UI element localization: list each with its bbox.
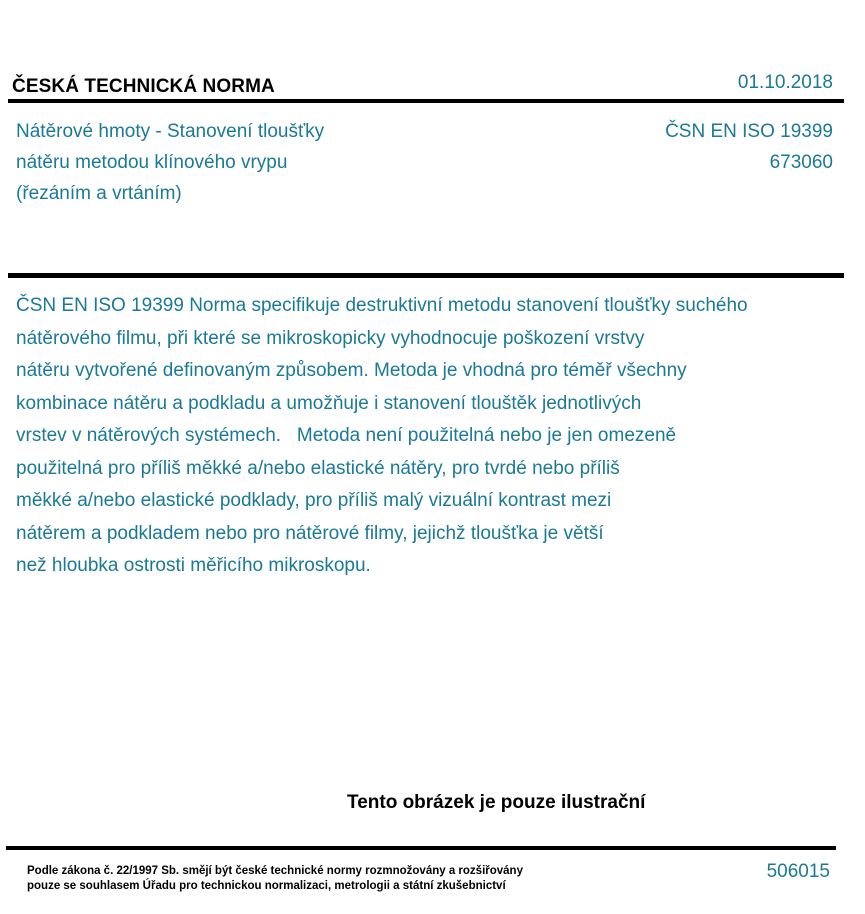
subject-line: (řezáním a vrtáním) [16,183,182,204]
abstract-line: ČSN EN ISO 19399 Norma specifikuje destruktivní metodu stanovení tloušťky suchého [16,295,748,316]
legal-line: pouze se souhlasem Úřadu pro technickou normalizaci, metrologii a státní zkušebnictví [27,880,506,892]
bottom-divider [6,846,836,850]
illustration-note: Tento obrázek je pouze ilustrační [347,792,646,813]
standard-number: ČSN EN ISO 19399 [665,121,833,142]
abstract-line: nátěru vytvořené definovaným způsobem. Metoda je vhodná pro téměř všechny [16,360,687,381]
legal-line: Podle zákona č. 22/1997 Sb. smějí být české technické normy rozmnožovány a rozšiřovány [27,865,523,877]
abstract-line: použitelná pro příliš měkké a/nebo elastické nátěry, pro tvrdé nebo příliš [16,457,620,479]
abstract-line: než hloubka ostrosti měřicího mikroskopu. [16,555,371,576]
legal-notice [27,864,523,894]
standard-subject [16,116,324,209]
abstract-text [16,290,748,583]
document-type-title: ČESKÁ TECHNICKÁ NORMA [12,76,275,97]
middle-divider [8,273,844,278]
abstract-line: měkké a/nebo elastické podklady, pro příliš malý vizuální kontrast mezi [16,490,612,511]
abstract-line: nátěrového filmu, při které se mikroskopicky vyhodnocuje poškození vrstvy [16,327,645,349]
standard-identifiers [665,116,833,178]
top-divider [8,99,844,103]
abstract-line: vrstev v nátěrových systémech. Metoda není použitelná nebo je jen omezeně [16,425,677,446]
classification-code: 673060 [769,152,833,173]
abstract-line: kombinace nátěru a podkladu a umožňuje i stanovení tlouštěk jednotlivých [16,392,642,414]
subject-line: Nátěrové hmoty - Stanovení tloušťky [16,121,325,142]
issue-date: 01.10.2018 [737,72,833,93]
abstract-line: nátěrem a podkladem nebo pro nátěrové filmy, jejichž tloušťka je větší [16,522,604,544]
subject-line: nátěru metodou klínového vrypu [16,152,288,173]
document-code: 506015 [766,861,830,882]
